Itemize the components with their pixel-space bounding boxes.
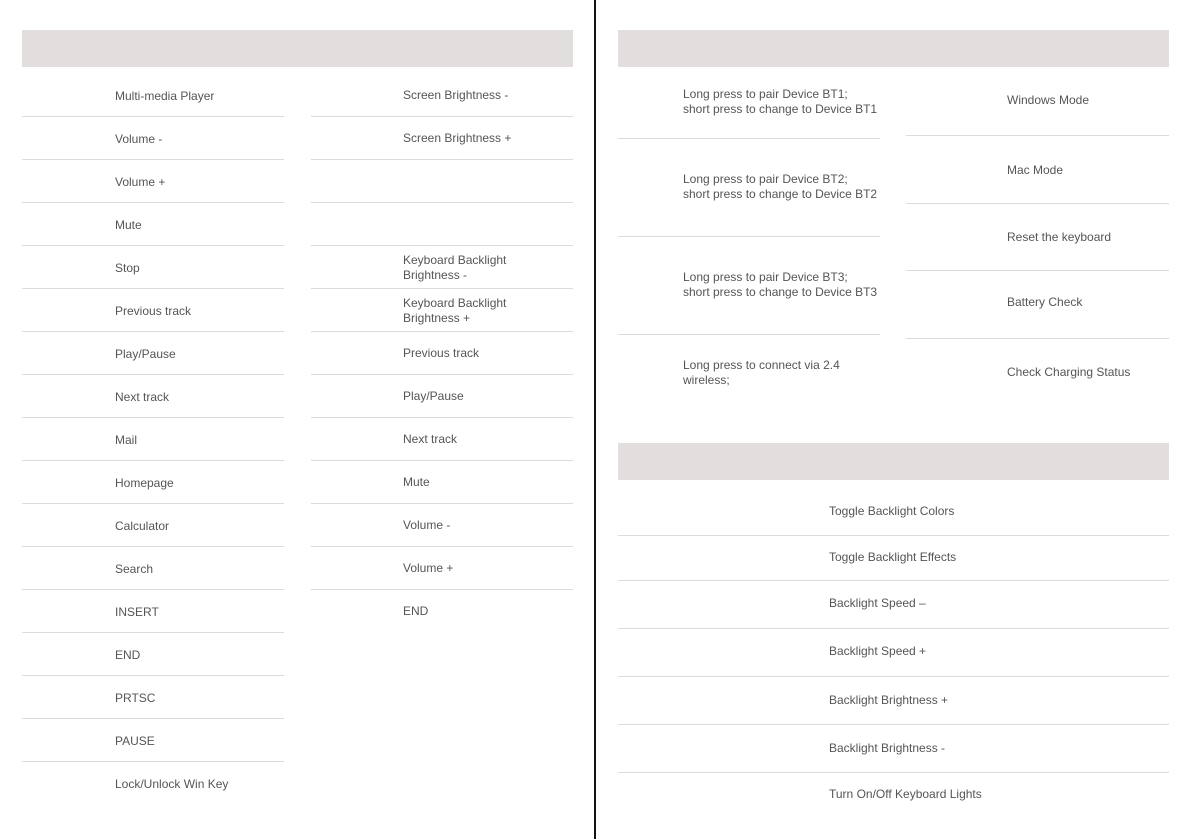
function-label-toggle-backlight-colors: Toggle Backlight Colors	[829, 504, 955, 518]
function-label-long-press-to-pair-device-bt2-short-press-to-change-to-device-bt2: Long press to pair Device BT2; short press to change to Device BT2	[683, 172, 878, 201]
function-row	[22, 160, 284, 203]
function-label-play-pause: Play/Pause	[115, 347, 176, 361]
function-label-keyboard-backlight-brightness: Keyboard Backlight Brightness +	[403, 296, 507, 325]
mode-function-list	[906, 67, 1169, 407]
function-row	[618, 139, 880, 237]
function-row	[311, 547, 573, 590]
function-label-windows-mode: Windows Mode	[1007, 93, 1090, 107]
function-row	[22, 676, 284, 719]
function-label-volume: Volume -	[115, 132, 163, 146]
function-label-mute: Mute	[403, 475, 430, 489]
function-label-homepage: Homepage	[115, 476, 174, 490]
function-row	[311, 590, 573, 633]
function-row	[311, 203, 573, 246]
function-row	[906, 339, 1169, 407]
function-label-battery-check: Battery Check	[1007, 295, 1083, 309]
function-label-volume: Volume -	[403, 518, 451, 532]
function-row	[22, 332, 284, 375]
function-label-mac-mode: Mac Mode	[1007, 163, 1064, 177]
function-row	[618, 489, 1169, 536]
function-label-lock-unlock-win-key: Lock/Unlock Win Key	[115, 777, 229, 791]
function-row	[22, 504, 284, 547]
function-label-turn-on-off-keyboard-lights: Turn On/Off Keyboard Lights	[829, 787, 982, 801]
function-row	[618, 237, 880, 335]
function-label-long-press-to-connect-via-2-4-wireless: Long press to connect via 2.4 wireless;	[683, 358, 840, 387]
right-header-bar-bottom	[618, 443, 1169, 480]
function-row	[311, 375, 573, 418]
function-row	[22, 74, 284, 117]
function-row	[22, 633, 284, 676]
function-label-search: Search	[115, 562, 154, 576]
left-function-list-1	[22, 74, 284, 805]
right-header-bar-top	[618, 30, 1169, 67]
function-row	[311, 289, 573, 332]
function-label-calculator: Calculator	[115, 519, 170, 533]
function-label-long-press-to-pair-device-bt1-short-press-to-change-to-device-bt1: Long press to pair Device BT1; short press to change to Device BT1	[683, 87, 878, 116]
function-row	[311, 74, 573, 117]
function-row	[311, 418, 573, 461]
function-label-backlight-speed: Backlight Speed +	[829, 644, 927, 658]
function-row	[22, 289, 284, 332]
function-row	[618, 67, 880, 139]
function-row	[618, 335, 880, 433]
function-label-backlight-speed: Backlight Speed –	[829, 596, 926, 610]
function-label-backlight-brightness: Backlight Brightness +	[829, 693, 949, 707]
function-row	[618, 725, 1169, 773]
function-row	[618, 677, 1169, 725]
function-label-keyboard-backlight-brightness: Keyboard Backlight Brightness -	[403, 253, 507, 282]
function-label-mail: Mail	[115, 433, 138, 447]
function-label-pause: PAUSE	[115, 734, 155, 748]
function-label-previous-track: Previous track	[403, 346, 480, 360]
left-header-bar	[22, 30, 573, 67]
function-row	[906, 204, 1169, 271]
function-label-end: END	[403, 604, 429, 618]
function-label-backlight-brightness: Backlight Brightness -	[829, 741, 946, 755]
function-label-next-track: Next track	[403, 432, 458, 446]
function-row	[22, 375, 284, 418]
function-label-insert: INSERT	[115, 605, 159, 619]
function-row	[22, 418, 284, 461]
function-row	[906, 136, 1169, 204]
function-label-volume: Volume +	[403, 561, 454, 575]
function-row	[311, 461, 573, 504]
function-row	[906, 271, 1169, 339]
function-row	[22, 203, 284, 246]
bluetooth-function-list	[618, 67, 880, 433]
function-row	[22, 246, 284, 289]
function-row	[311, 160, 573, 203]
page-divider	[594, 0, 596, 839]
function-row	[311, 504, 573, 547]
function-label-check-charging-status: Check Charging Status	[1007, 365, 1131, 379]
function-row	[22, 590, 284, 633]
function-label-volume: Volume +	[115, 175, 166, 189]
function-label-long-press-to-pair-device-bt3-short-press-to-change-to-device-bt3: Long press to pair Device BT3; short press to change to Device BT3	[683, 270, 878, 299]
function-label-screen-brightness: Screen Brightness +	[403, 131, 512, 145]
function-row	[311, 246, 573, 289]
function-label-multi-media-player: Multi-media Player	[115, 89, 215, 103]
function-label-next-track: Next track	[115, 390, 170, 404]
function-label-screen-brightness: Screen Brightness -	[403, 88, 509, 102]
function-row	[906, 67, 1169, 136]
function-row	[22, 762, 284, 805]
function-row	[618, 581, 1169, 629]
function-row	[311, 117, 573, 160]
function-row	[22, 547, 284, 590]
function-row	[22, 461, 284, 504]
function-label-mute: Mute	[115, 218, 142, 232]
function-label-end: END	[115, 648, 141, 662]
function-label-stop: Stop	[115, 261, 140, 275]
left-function-list-2	[311, 74, 573, 633]
function-label-toggle-backlight-effects: Toggle Backlight Effects	[829, 550, 957, 564]
function-label-prtsc: PRTSC	[115, 691, 156, 705]
function-row	[618, 629, 1169, 677]
function-row	[618, 773, 1169, 821]
function-row	[22, 117, 284, 160]
function-row	[22, 719, 284, 762]
function-label-reset-the-keyboard: Reset the keyboard	[1007, 230, 1112, 244]
function-row	[311, 332, 573, 375]
backlight-function-list	[618, 489, 1169, 821]
function-row	[618, 536, 1169, 581]
function-label-play-pause: Play/Pause	[403, 389, 464, 403]
function-label-previous-track: Previous track	[115, 304, 192, 318]
